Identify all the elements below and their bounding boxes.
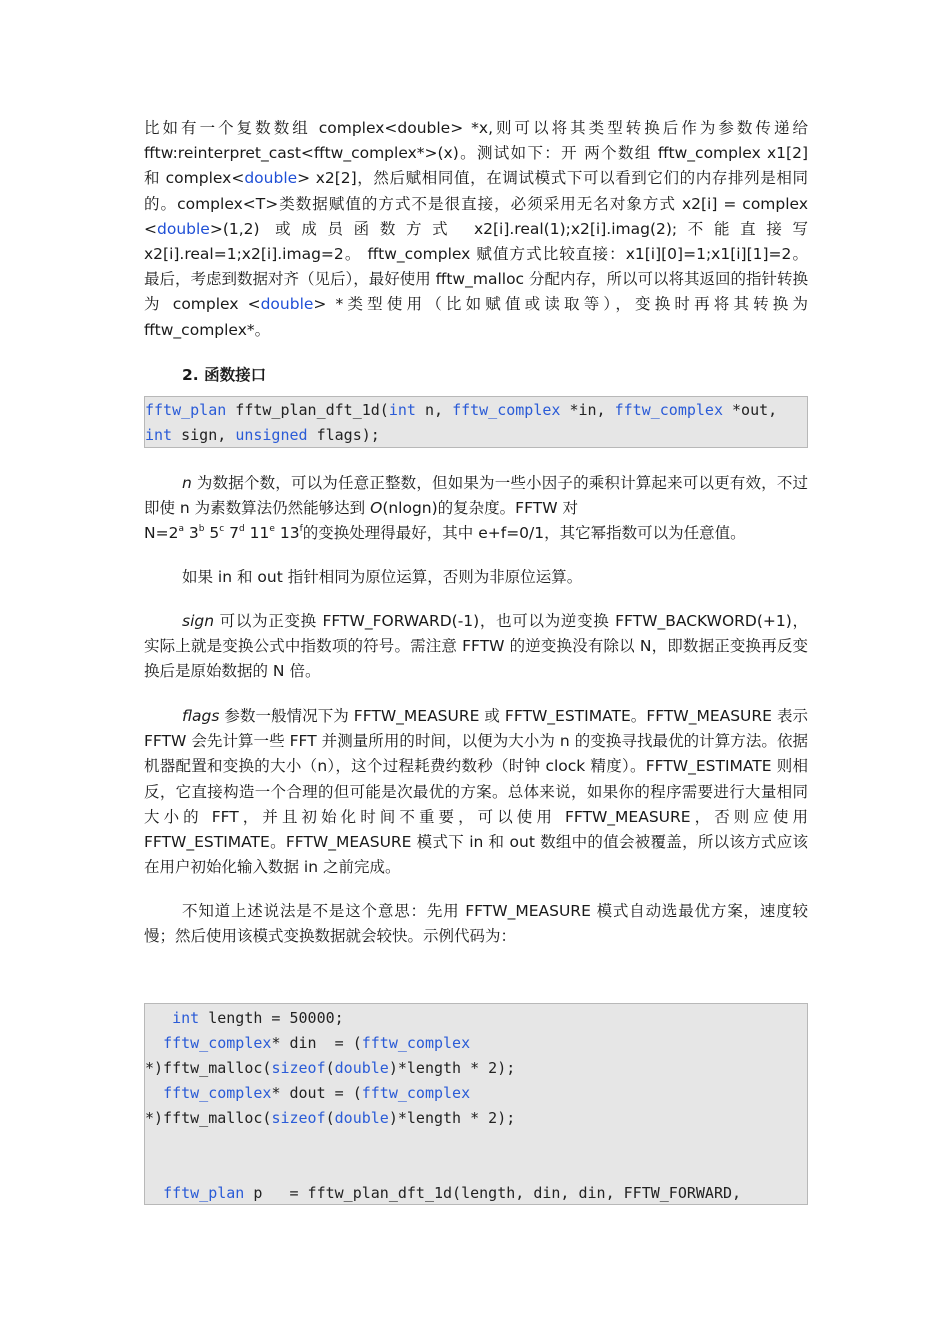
exponent: c bbox=[219, 524, 225, 535]
code-text: p = fftw_plan_dft_1d(length, din, din, FFTW_FORWARD, bbox=[244, 1184, 742, 1202]
type-fftw-complex: fftw_complex bbox=[163, 1084, 272, 1102]
text: 的变换处理得最好，其中 e+f=0/1，其它幂指数可以为任意值。 bbox=[302, 524, 746, 543]
code-line bbox=[145, 398, 807, 423]
text: (nlogn)的复杂度。FFTW 对 bbox=[382, 499, 578, 518]
exponent: e bbox=[269, 524, 275, 535]
type-fftw-complex: fftw_complex bbox=[452, 401, 561, 419]
code-line bbox=[145, 1081, 807, 1106]
type-fftw-complex: fftw_complex bbox=[361, 1034, 471, 1052]
code-indent bbox=[145, 1084, 163, 1102]
type-fftw-complex: fftw_complex bbox=[361, 1084, 471, 1102]
code-text: *in, bbox=[560, 401, 615, 419]
code-line-blank bbox=[145, 1156, 807, 1181]
keyword-double: double bbox=[244, 169, 298, 188]
code-indent bbox=[145, 1034, 163, 1052]
function-signature-box bbox=[144, 396, 808, 448]
paragraph-complex-cast bbox=[144, 116, 808, 343]
formula: N=2 bbox=[144, 524, 179, 543]
code-text: ( bbox=[325, 1109, 335, 1127]
type-double: double bbox=[334, 1109, 389, 1127]
text: > *类型使用（比如赋值或读取等），变换时再将其转换为 fftw_complex*。 bbox=[144, 295, 808, 339]
text: 可以为正变换 FFTW_FORWARD(-1)，也可以为逆变换 FFTW_BACKWORD(+1)，实际上就是变换公式中指数项的符号。需注意 FFTW 的逆变换没有除以 N，即数据正变换再反变换后是原始数据的 N 倍。 bbox=[144, 612, 808, 681]
text: 比如有一个复数数组 complex<double> *x,则可以将其类型转换后作为参数传递给 fftw:reinterpret_cast<fftw_complex*>(x)。测试如下：开 两个数组 fftw_complex x1[2] 和 complex< bbox=[144, 119, 808, 188]
code-line-blank bbox=[145, 1131, 807, 1156]
type-fftw-complex: fftw_complex bbox=[614, 401, 723, 419]
text: 参数一般情况下为 FFTW_MEASURE 或 FFTW_ESTIMATE。FFTW_MEASURE 表示 FFTW 会先计算一些 FFT 并测量所用的时间，以便为大小为 n 的变换寻找最优的计算方法。依据 机器配置和变换的大小（n），这个过程耗费约数秒（时钟 clock 精度）。FFTW_ESTIMATE 则相反，它直接构造一个合理的但可能是次最优的方案。总体来说，如果你的程序需要进行大量相同大小的 FFT，并且初始化时间不重要，可以使用 FFTW_MEASURE，否则应使用 FFTW_ESTIMATE。FFTW_MEASURE 模式下 in 和 out 数组中的值会被覆盖，所以该方式应该在用户初始化输入数据 in 之前完成。 bbox=[144, 707, 808, 877]
code-indent bbox=[145, 1009, 172, 1027]
code-text: *)fftw_malloc( bbox=[145, 1109, 272, 1127]
text: 为数据个数，可以为任意正整数，但如果为一些小因子的乘积计算起来可以更有效，不过即使 n 为素数算法仍然能够达到 bbox=[144, 474, 808, 518]
italic-flags: flags bbox=[182, 707, 220, 725]
code-text: *out, bbox=[723, 401, 778, 419]
exponent: f bbox=[299, 524, 303, 535]
type-fftw-plan: fftw_plan bbox=[145, 401, 227, 419]
code-line bbox=[145, 1031, 807, 1056]
code-text: )*length * 2); bbox=[388, 1109, 516, 1127]
formula: 3 bbox=[183, 524, 199, 543]
code-text: * din = ( bbox=[271, 1034, 362, 1052]
code-text: sign, bbox=[172, 426, 236, 444]
type-int: int bbox=[388, 401, 416, 419]
keyword-sizeof: sizeof bbox=[271, 1059, 326, 1077]
code-text: ( bbox=[325, 1059, 335, 1077]
code-text: )*length * 2); bbox=[388, 1059, 516, 1077]
type-int: int bbox=[145, 426, 173, 444]
exponent: b bbox=[198, 524, 205, 535]
section-heading: 2. 函数接口 bbox=[182, 366, 267, 384]
keyword-double: double bbox=[157, 219, 210, 238]
code-line bbox=[145, 423, 807, 448]
italic-n: n bbox=[182, 474, 192, 492]
type-unsigned: unsigned bbox=[235, 426, 308, 444]
code-line bbox=[145, 1106, 807, 1131]
exponent: d bbox=[239, 524, 245, 535]
type-fftw-plan: fftw_plan bbox=[163, 1184, 245, 1202]
paragraph-note: 不知道上述说法是不是这个意思：先用 FFTW_MEASURE 模式自动选最优方案，速度较慢；然后使用该模式变换数据就会较快。示例代码为： bbox=[144, 902, 808, 946]
italic-sign: sign bbox=[182, 612, 215, 630]
code-text: *)fftw_malloc( bbox=[145, 1059, 272, 1077]
text: > x2[2]，然后赋相同值，在调试模式下可以看到它们的内存排列是相同的。complex<T>类数据赋值的方式不是很直接，必须采用无名对象方式 x2[i] = complex < bbox=[144, 169, 808, 238]
code-line bbox=[145, 1056, 807, 1081]
text: >(1,2) 或成员函数方式 x2[i].real(1);x2[i].imag(2);不能直接写 x2[i].real=1;x2[i].imag=2。 fftw_complex 赋值方式比较直接：x1[i][0]=1;x1[i][1]=2。最后，考虑到数据对齐（见后），最好使用 fftw_malloc 分配内存，所以可以将其返回的指针转换为 complex < bbox=[144, 219, 809, 314]
example-code-box bbox=[144, 1003, 808, 1205]
code-line bbox=[145, 1181, 807, 1206]
code-text: flags); bbox=[307, 426, 380, 444]
type-fftw-complex: fftw_complex bbox=[163, 1034, 272, 1052]
formula: 5 bbox=[204, 524, 220, 543]
type-double: double bbox=[334, 1059, 389, 1077]
keyword-double: double bbox=[260, 295, 314, 314]
paragraph-in-out: 如果 in 和 out 指针相同为原位运算，否则为非原位运算。 bbox=[182, 568, 583, 586]
code-text: * dout = ( bbox=[271, 1084, 362, 1102]
code-text: n, bbox=[415, 401, 453, 419]
formula: 13 bbox=[274, 524, 300, 543]
type-int: int bbox=[172, 1009, 200, 1027]
formula: 11 bbox=[244, 524, 270, 543]
code-text: length = 50000; bbox=[199, 1009, 344, 1027]
keyword-sizeof: sizeof bbox=[271, 1109, 326, 1127]
paragraph-n bbox=[144, 471, 808, 547]
paragraph-sign bbox=[144, 609, 808, 685]
formula: 7 bbox=[224, 524, 240, 543]
code-line bbox=[145, 1006, 807, 1031]
code-text: fftw_plan_dft_1d( bbox=[226, 401, 389, 419]
exponent: a bbox=[178, 524, 184, 535]
paragraph-flags bbox=[144, 704, 808, 880]
code-indent bbox=[145, 1184, 163, 1202]
italic-o: O bbox=[370, 499, 383, 518]
